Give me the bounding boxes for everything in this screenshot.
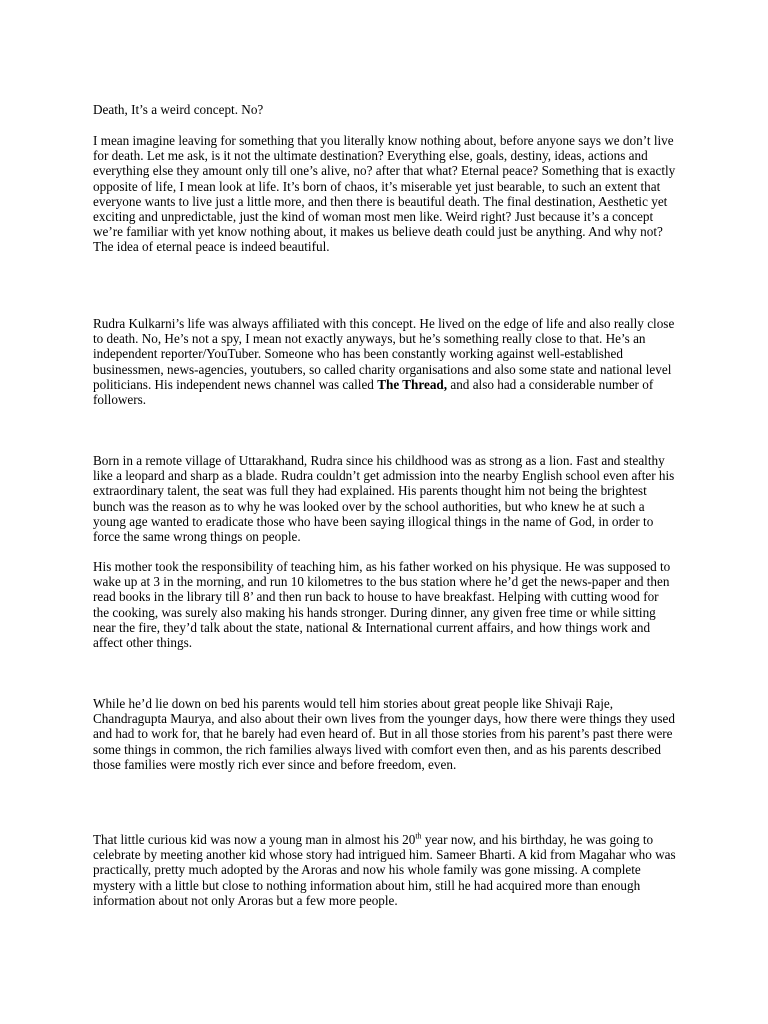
- paragraph-sameer-bharti: [93, 832, 677, 908]
- channel-name: The Thread,: [377, 376, 448, 392]
- paragraph-childhood: Born in a remote village of Uttarakhand, Rudra since his childhood was as strong as a lion. Fast and stealthy like a leopard and sharp as a blade. Rudra couldn’t get admission into the nearby English school even after his extraordinary talent, the seat was full they had explained. His parents thought him not being the brightest bunch was the reason as to why he was looked over by the school authorities, but who knew he at such a young age wanted to eradicate those who have been saying illogical things in the name of God, in order to force the same wrong things on people.: [93, 453, 675, 545]
- paragraph-sameer-text: That little curious kid was now a young man in almost his 20: [93, 832, 416, 847]
- paragraph-bedtime-stories: While he’d lie down on bed his parents would tell him stories about great people like Shivaji Raje, Chandragupta Maurya, and also about their own lives from the younger days, how there were things they used and had to work for, that he barely had even heard of. But in all those stories from his parent’s past there were some things in common, the rich families always lived with comfort even then, and as his parents described those families were mostly rich ever since and before freedom, even.: [93, 696, 675, 772]
- opening-line: Death, It’s a weird concept. No?: [93, 102, 264, 117]
- ordinal-suffix: th: [415, 831, 422, 841]
- paragraph-rudra-intro-text: Rudra Kulkarni’s life was always affiliated with this concept. He lived on the edge of life and also really close to death. No, He’s not a spy, I mean not exactly anyways, but he’s something really close to that. He’s an independent reporter/YouTuber. Someone who has been constantly working against well-established businessmen, news-agencies, youtubers, so called charity organisations and also some state and national level politicians. His independent news channel was called: [93, 316, 675, 392]
- paragraph-sameer-tail: year now, and his birthday, he was going to celebrate by meeting another kid whose story had intrigued him. Sameer Bharti. A kid from Magahar who was practically, pretty much adopted by the Aroras and now his whole family was gone missing. A complete mystery with a little but close to nothing information about him, still he had acquired more than enough information about not only Aroras but a few more people.: [93, 832, 676, 908]
- paragraph-rudra-intro: [93, 316, 677, 407]
- paragraph-rudra-intro-tail: and also had a considerable number of followers.: [93, 376, 654, 408]
- paragraph-death-concept: I mean imagine leaving for something that you literally know nothing about, before anyone says we don’t live for death. Let me ask, is it not the ultimate destination? Everything else, goals, destiny, ideas, actions and everything else they amount only till one’s alive, no? after that what? Eternal peace? Something that is exactly opposite of life, I mean look at life. It’s born of chaos, it’s miserable yet just bearable, to such an extent that everyone wants to live just a little more, and then there is beautiful death. The final destination, Aesthetic yet exciting and unpredictable, just the kind of woman most men like. Weird right? Just because it’s a concept we’re familiar with yet know nothing about, it makes us believe death could just be anything. And why not? The idea of eternal peace is indeed beautiful.: [93, 133, 676, 255]
- paragraph-upbringing: His mother took the responsibility of teaching him, as his father worked on his physique. He was supposed to wake up at 3 in the morning, and run 10 kilometres to the bus station where he’d get the news-paper and then read books in the library till 8’ and then run back to house to have breakfast. Helping with cutting wood for the cooking, was surely also making his hands stronger. During dinner, any given free time or while sitting near the fire, they’d talk about the state, national & International current affairs, and how things work and affect other things.: [93, 559, 671, 651]
